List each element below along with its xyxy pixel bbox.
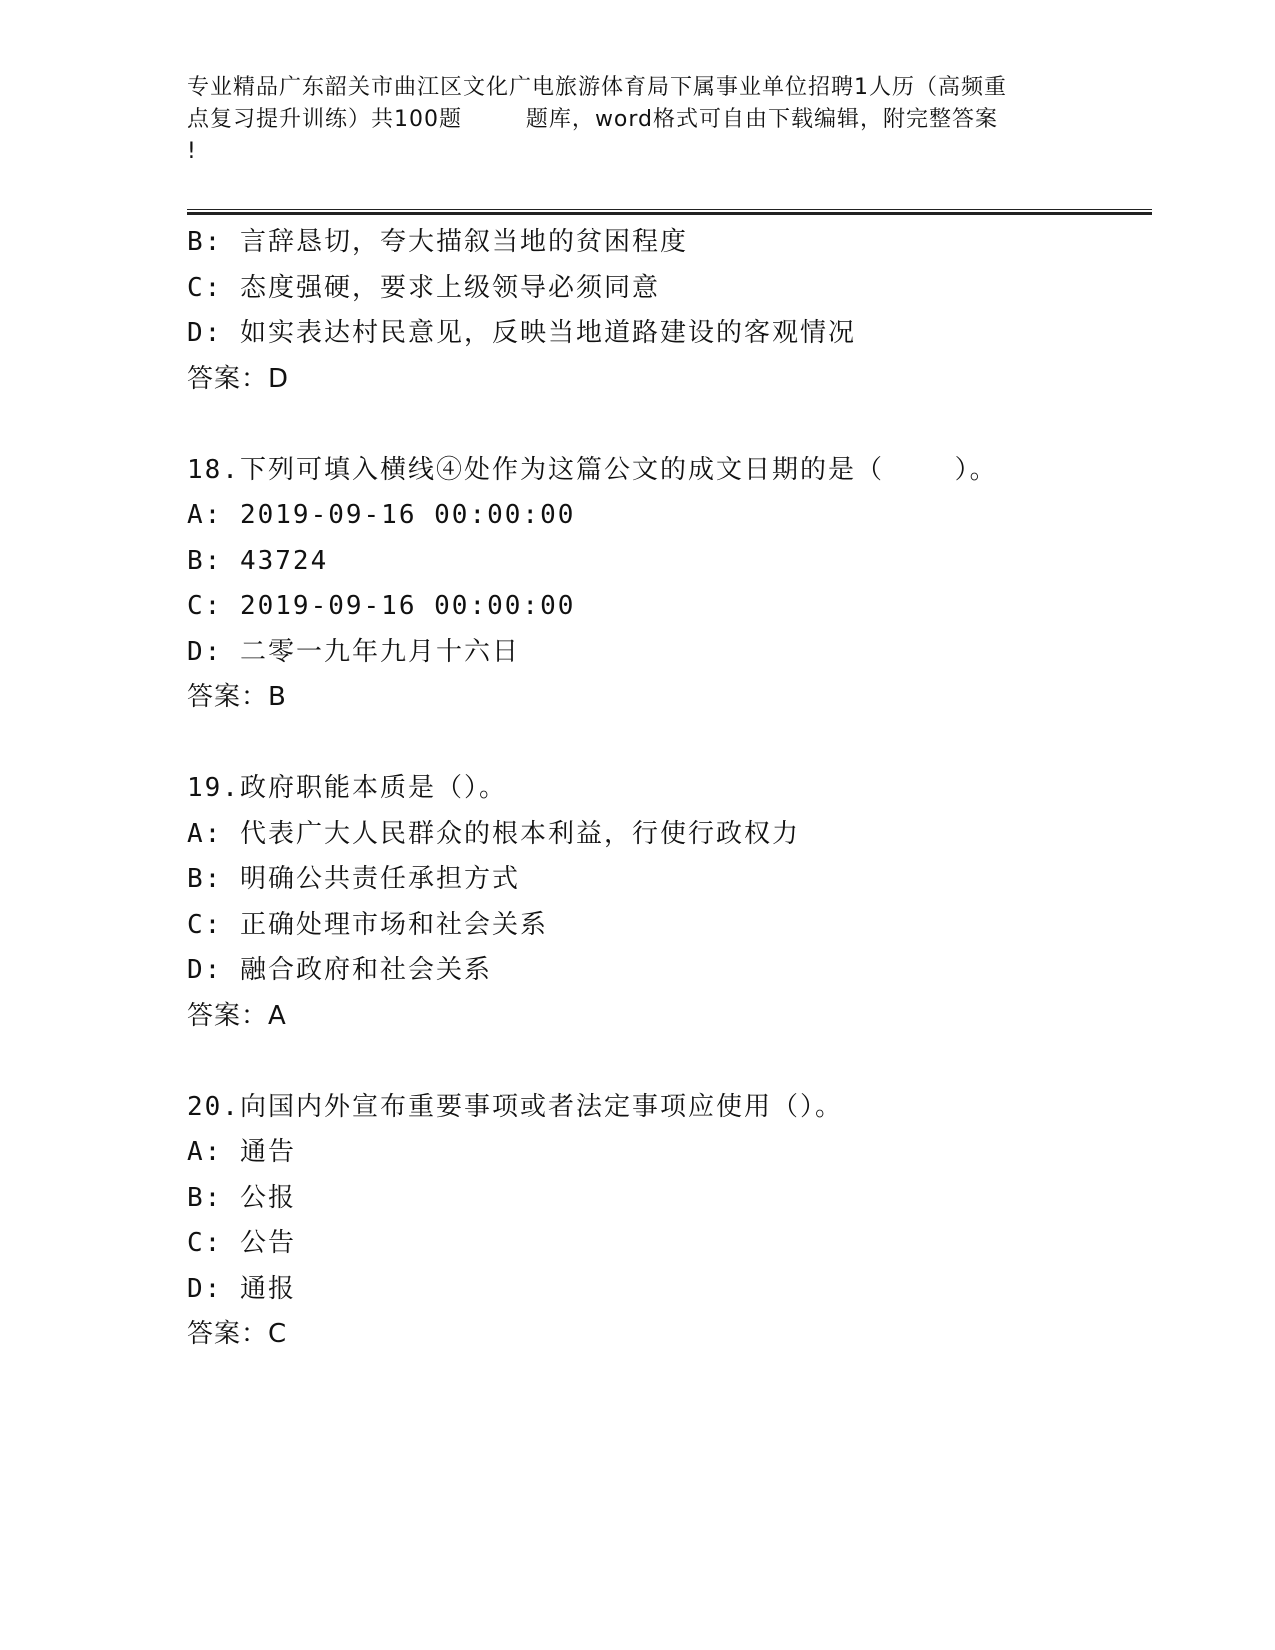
answer-line: 答案：C [187, 1319, 288, 1349]
spacer [187, 402, 1152, 448]
divider-thick-line [187, 212, 1152, 215]
option-c: C: 公告 [187, 1228, 296, 1258]
option-d: D: 融合政府和社会关系 [187, 955, 492, 985]
option-c: C: 态度强硬，要求上级领导必须同意 [187, 272, 660, 303]
header-line-3: ! [187, 139, 197, 164]
question-20 [187, 1085, 1152, 1358]
question-stem: 18.下列可填入横线④处作为这篇公文的成文日期的是（ ）。 [187, 454, 998, 485]
answer-line: 答案：B [187, 682, 287, 712]
option-a: A: 通告 [187, 1137, 296, 1167]
spacer [187, 721, 1152, 767]
question-list [187, 220, 1152, 1358]
header-divider [187, 209, 1152, 215]
question-stem: 20.向国内外宣布重要事项或者法定事项应使用（）。 [187, 1091, 843, 1122]
header-line-1: 专业精品广东韶关市曲江区文化广电旅游体育局下属事业单位招聘1人历（高频重 [187, 75, 1007, 100]
document-header [187, 72, 1097, 168]
option-d: D: 如实表达村民意见，反映当地道路建设的客观情况 [187, 318, 856, 348]
option-b: B: 43724 [187, 545, 329, 576]
option-b: B: 公报 [187, 1182, 296, 1213]
option-c: C: 2019-09-16 00:00:00 [187, 591, 576, 621]
spacer [187, 1039, 1152, 1085]
option-a: A: 代表广大人民群众的根本利益，行使行政权力 [187, 818, 800, 849]
answer-line: 答案：D [187, 363, 290, 394]
option-c: C: 正确处理市场和社会关系 [187, 909, 548, 940]
header-line-2: 点复习提升训练）共100题 题库，word格式可自由下载编辑，附完整答案 [187, 107, 999, 132]
question-17-continued [187, 220, 1152, 402]
question-stem: 19.政府职能本质是（）。 [187, 773, 507, 803]
option-d: D: 二零一九年九月十六日 [187, 636, 520, 667]
answer-line: 答案：A [187, 1000, 287, 1031]
divider-thin-line [187, 209, 1152, 210]
question-19 [187, 766, 1152, 1039]
option-a: A: 2019-09-16 00:00:00 [187, 500, 576, 530]
option-b: B: 言辞恳切，夸大描叙当地的贫困程度 [187, 227, 688, 257]
question-18 [187, 448, 1152, 721]
option-d: D: 通报 [187, 1273, 296, 1304]
option-b: B: 明确公共责任承担方式 [187, 864, 520, 894]
